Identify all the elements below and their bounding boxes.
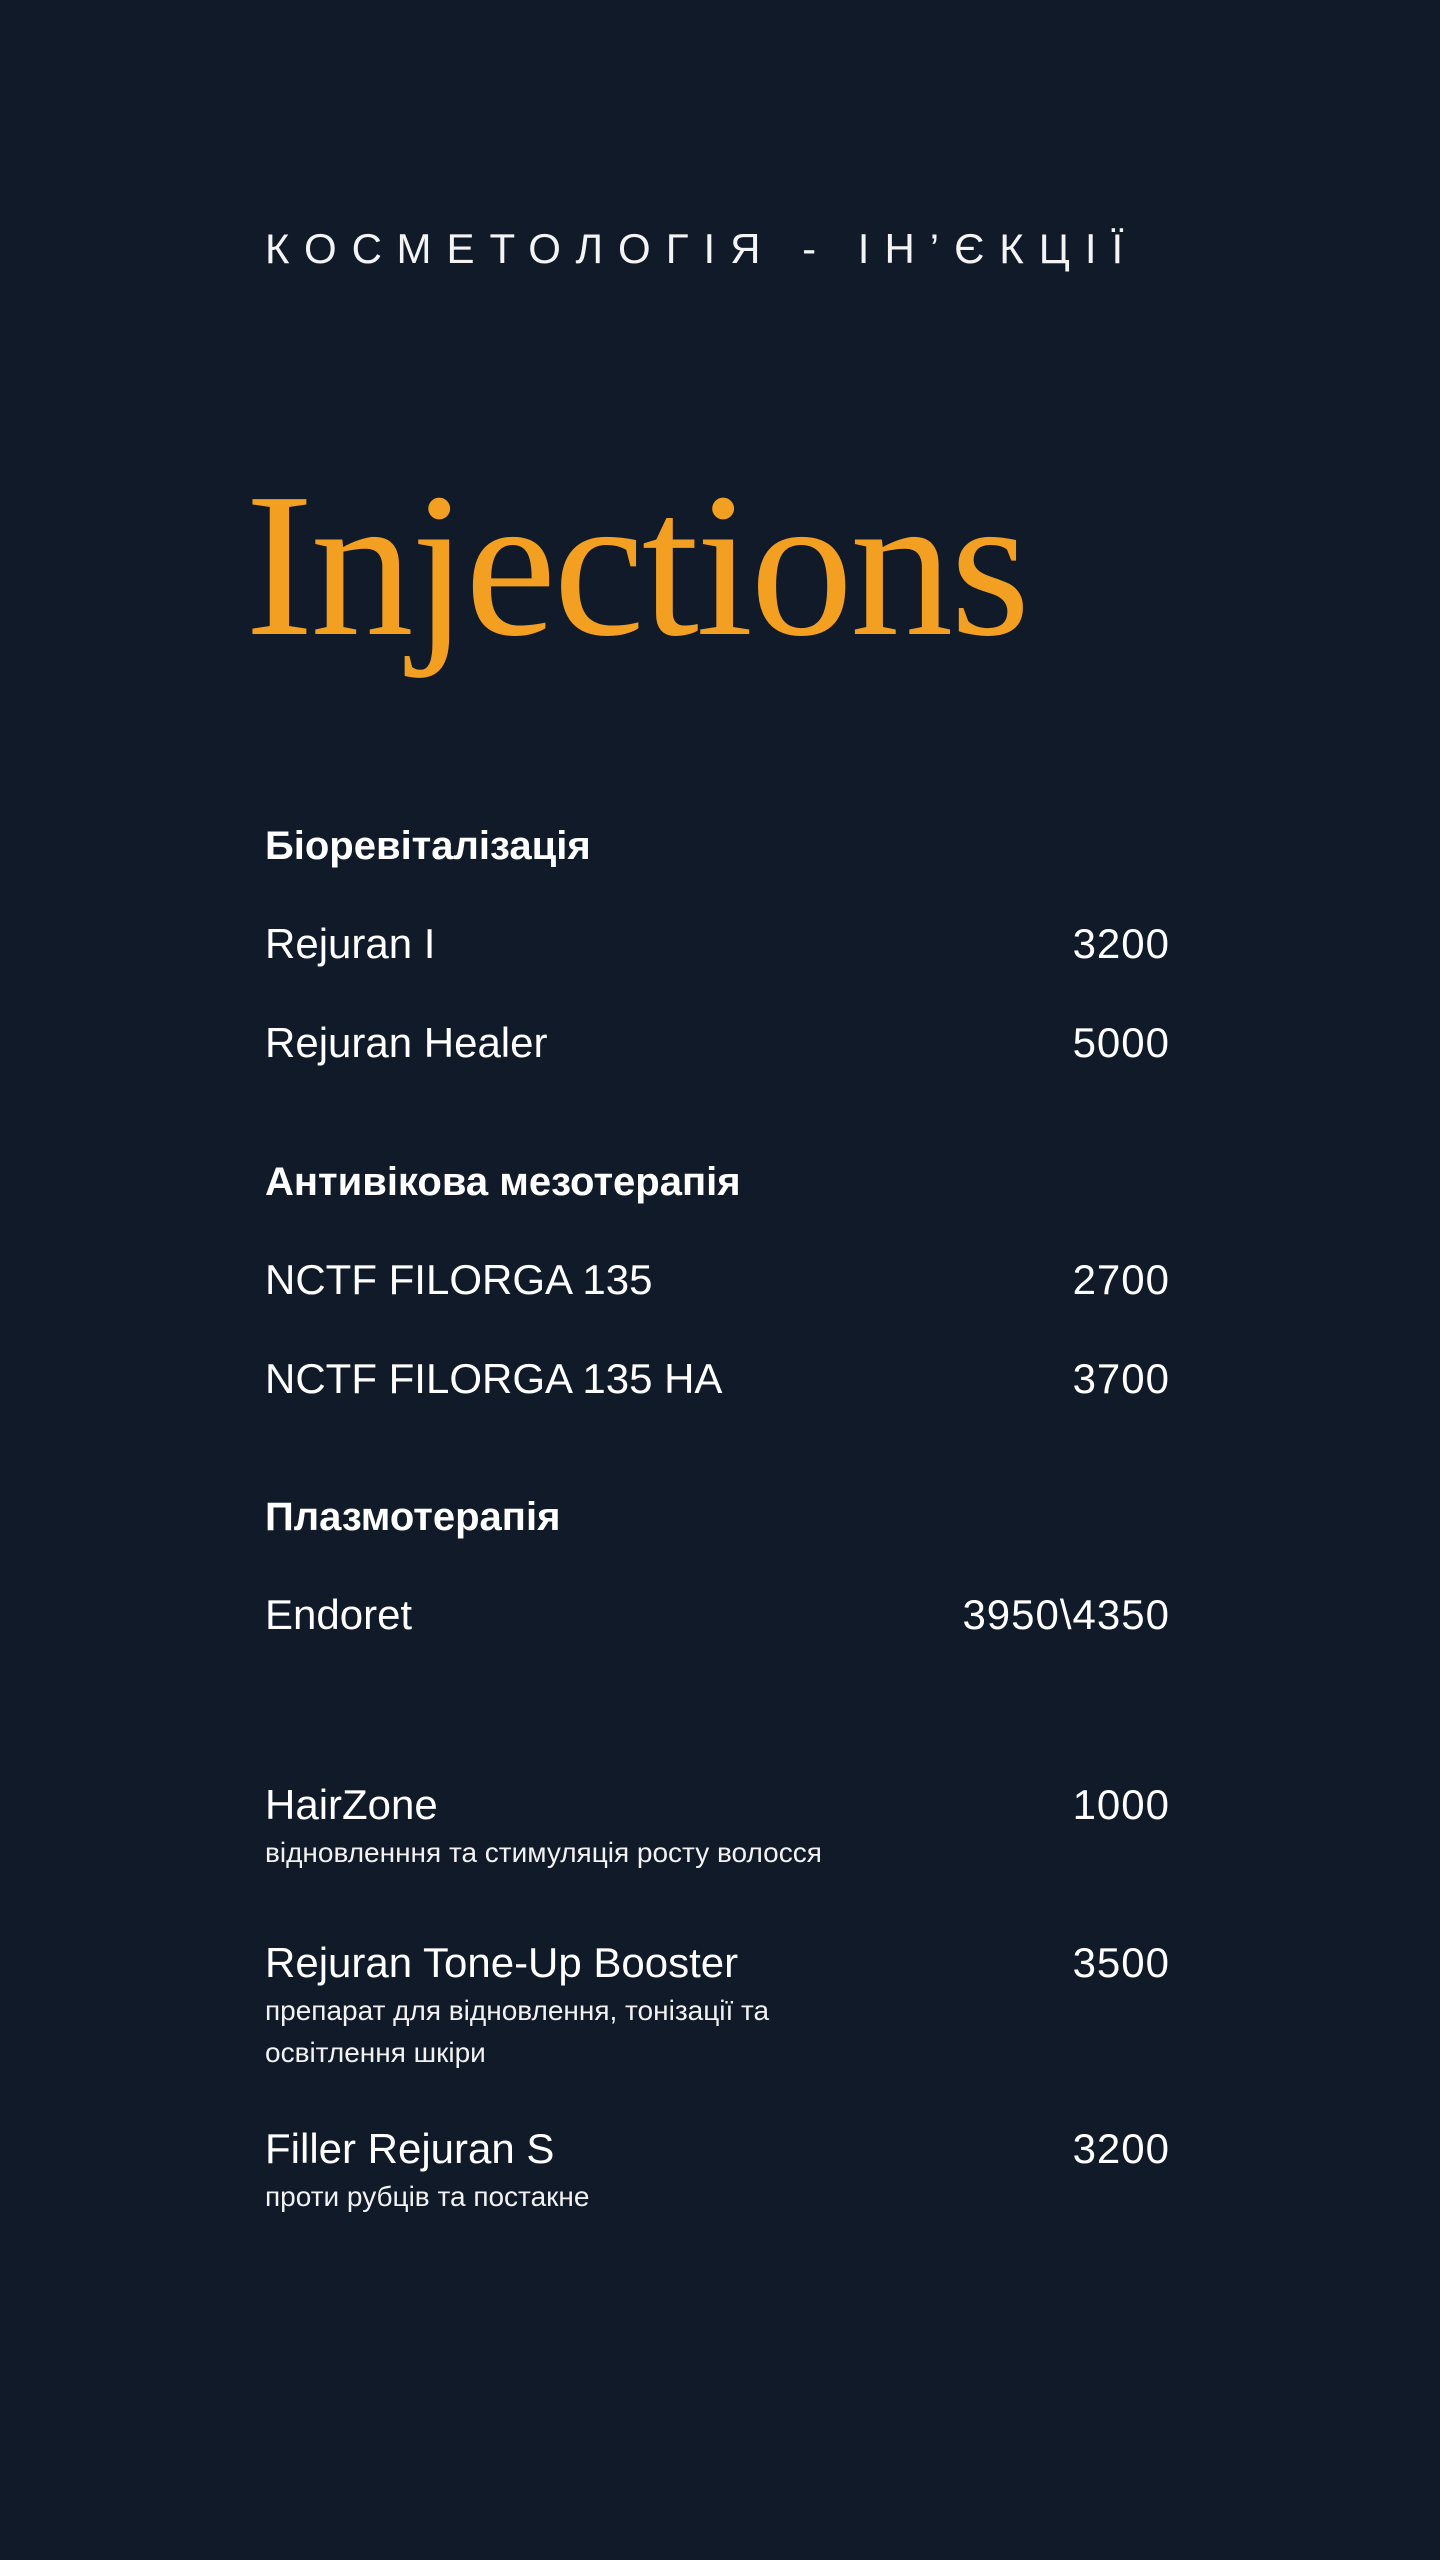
- service-name: Rejuran Healer: [265, 1019, 548, 1067]
- service-name: Filler Rejuran S: [265, 2125, 555, 2172]
- service-name: HairZone: [265, 1781, 438, 1828]
- price-row-endoret: [265, 1590, 1170, 1640]
- price-list-page: [245, 0, 1170, 2560]
- service-price: 3950\4350: [962, 1591, 1170, 1638]
- service-price: 3700: [1072, 1355, 1170, 1403]
- service-name: NCTF FILORGA 135 HA: [265, 1355, 723, 1403]
- category-eyebrow: КОСМЕТОЛОГІЯ - ІН’ЄКЦІЇ: [265, 225, 1139, 272]
- service-price: 1000: [1072, 1781, 1170, 1828]
- section-biorevitalization: [265, 822, 1170, 1069]
- price-row-rejuran-healer: [265, 1018, 1170, 1068]
- service-description: відновленння та стимуляція росту волосся: [265, 1837, 822, 1869]
- service-description: препарат для відновлення, тонізації та освітлення шкіри: [265, 1995, 770, 2069]
- section-title-plasmotherapy: Плазмотерапія: [265, 1495, 561, 1539]
- price-row-nctf-filorga-135-ha: [265, 1354, 1170, 1404]
- service-price: 3500: [1072, 1939, 1170, 1986]
- featured-item-hairzone: [265, 1780, 1170, 1874]
- service-price: 3200: [1072, 2125, 1170, 2172]
- service-name: Rejuran I: [265, 920, 436, 967]
- service-name: NCTF FILORGA 135: [265, 1256, 653, 1303]
- section-anti-aging-mesotherapy: [265, 1158, 1170, 1405]
- featured-row: [265, 2124, 1170, 2174]
- service-price: 3200: [1072, 920, 1170, 967]
- service-name: Rejuran Tone-Up Booster: [265, 1939, 739, 1986]
- page-title: Injections: [245, 450, 1028, 679]
- featured-row: [265, 1938, 1170, 1988]
- featured-row: [265, 1780, 1170, 1830]
- service-price: 5000: [1072, 1019, 1170, 1067]
- price-row-nctf-filorga-135: [265, 1255, 1170, 1305]
- service-name: Endoret: [265, 1591, 413, 1638]
- section-plasmotherapy: [265, 1493, 1170, 1640]
- service-description: проти рубців та постакне: [265, 2181, 590, 2213]
- section-title-anti-aging-mesotherapy: Антивікова мезотерапія: [265, 1160, 741, 1204]
- featured-item-filler-rejuran-s: [265, 2124, 1170, 2218]
- section-title-biorevitalization: Біоревіталізація: [265, 824, 591, 868]
- service-price: 2700: [1072, 1256, 1170, 1303]
- featured-item-rejuran-tone-up-booster: [265, 1938, 1170, 2074]
- price-row-rejuran-i: [265, 919, 1170, 969]
